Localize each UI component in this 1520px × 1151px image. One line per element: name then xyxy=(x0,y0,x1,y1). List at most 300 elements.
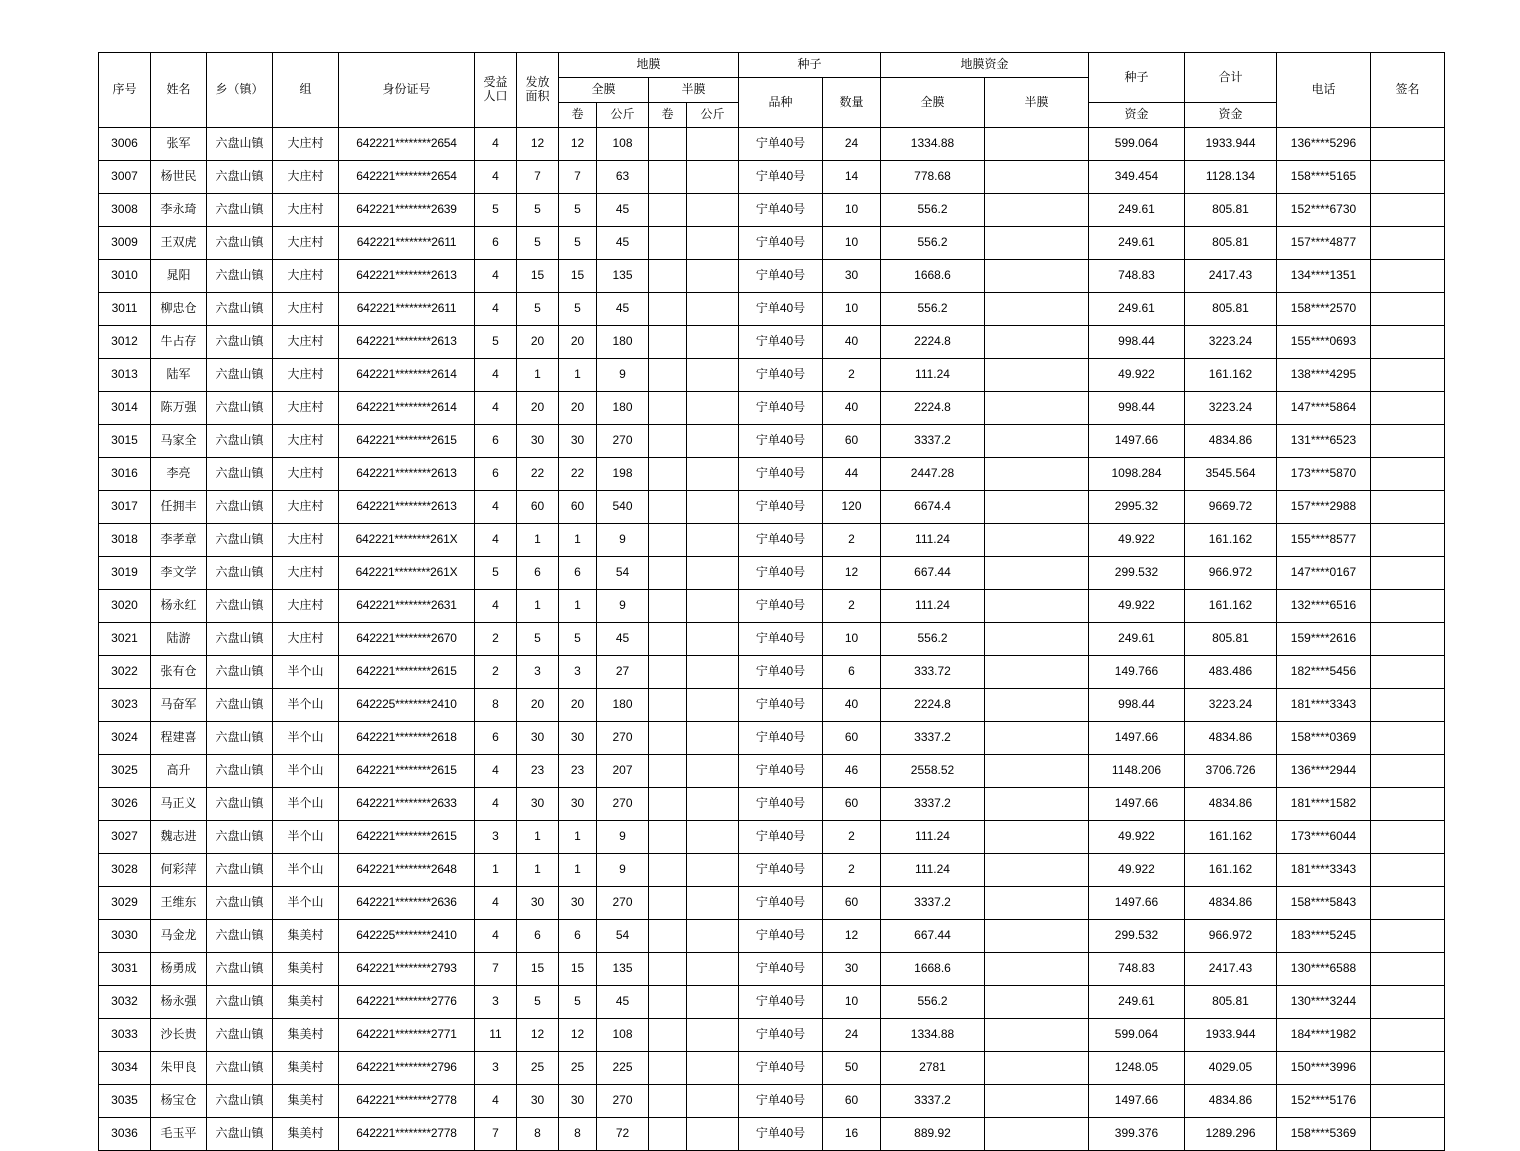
cell-group[interactable]: 集美村 xyxy=(273,953,339,986)
cell-area[interactable]: 20 xyxy=(517,689,559,722)
cell-half-juan[interactable] xyxy=(649,260,687,293)
cell-variety[interactable]: 宁单40号 xyxy=(739,689,823,722)
cell-name[interactable]: 马金龙 xyxy=(151,920,207,953)
cell-half-film-fund[interactable] xyxy=(985,491,1089,524)
cell-full-kg[interactable]: 63 xyxy=(597,161,649,194)
cell-name[interactable]: 马正义 xyxy=(151,788,207,821)
cell-full-juan[interactable]: 7 xyxy=(559,161,597,194)
cell-group[interactable]: 半个山 xyxy=(273,755,339,788)
cell-area[interactable]: 30 xyxy=(517,788,559,821)
cell-population[interactable]: 5 xyxy=(475,194,517,227)
cell-area[interactable]: 30 xyxy=(517,722,559,755)
cell-signature[interactable] xyxy=(1371,194,1445,227)
cell-seed-fund[interactable]: 49.922 xyxy=(1089,821,1185,854)
cell-id-card[interactable]: 642221********2611 xyxy=(339,227,475,260)
cell-quantity[interactable]: 120 xyxy=(823,491,881,524)
cell-half-kg[interactable] xyxy=(687,920,739,953)
cell-full-film-fund[interactable]: 556.2 xyxy=(881,986,985,1019)
cell-seed-fund[interactable]: 399.376 xyxy=(1089,1118,1185,1151)
cell-half-juan[interactable] xyxy=(649,854,687,887)
cell-name[interactable]: 牛占存 xyxy=(151,326,207,359)
cell-phone[interactable]: 173****5870 xyxy=(1277,458,1371,491)
cell-half-film-fund[interactable] xyxy=(985,722,1089,755)
cell-seq[interactable]: 3027 xyxy=(99,821,151,854)
cell-group[interactable]: 大庄村 xyxy=(273,557,339,590)
cell-name[interactable]: 杨勇成 xyxy=(151,953,207,986)
cell-seed-fund[interactable]: 998.44 xyxy=(1089,326,1185,359)
cell-seed-fund[interactable]: 249.61 xyxy=(1089,293,1185,326)
cell-id-card[interactable]: 642221********2613 xyxy=(339,458,475,491)
cell-half-film-fund[interactable] xyxy=(985,326,1089,359)
cell-seed-fund[interactable]: 1148.206 xyxy=(1089,755,1185,788)
cell-full-juan[interactable]: 15 xyxy=(559,953,597,986)
cell-total-fund[interactable]: 2417.43 xyxy=(1185,260,1277,293)
cell-half-kg[interactable] xyxy=(687,656,739,689)
cell-variety[interactable]: 宁单40号 xyxy=(739,920,823,953)
cell-half-kg[interactable] xyxy=(687,326,739,359)
cell-group[interactable]: 大庄村 xyxy=(273,326,339,359)
cell-full-juan[interactable]: 1 xyxy=(559,590,597,623)
cell-id-card[interactable]: 642221********2793 xyxy=(339,953,475,986)
cell-id-card[interactable]: 642221********2614 xyxy=(339,359,475,392)
cell-group[interactable]: 大庄村 xyxy=(273,425,339,458)
cell-seed-fund[interactable]: 748.83 xyxy=(1089,260,1185,293)
cell-full-kg[interactable]: 45 xyxy=(597,293,649,326)
cell-variety[interactable]: 宁单40号 xyxy=(739,425,823,458)
cell-name[interactable]: 晁阳 xyxy=(151,260,207,293)
cell-id-card[interactable]: 642221********2615 xyxy=(339,425,475,458)
cell-full-juan[interactable]: 5 xyxy=(559,227,597,260)
cell-phone[interactable]: 138****4295 xyxy=(1277,359,1371,392)
cell-town[interactable]: 六盘山镇 xyxy=(207,1085,273,1118)
cell-full-juan[interactable]: 22 xyxy=(559,458,597,491)
cell-id-card[interactable]: 642221********2771 xyxy=(339,1019,475,1052)
cell-half-film-fund[interactable] xyxy=(985,887,1089,920)
cell-half-film-fund[interactable] xyxy=(985,1052,1089,1085)
cell-quantity[interactable]: 2 xyxy=(823,524,881,557)
cell-seed-fund[interactable]: 349.454 xyxy=(1089,161,1185,194)
cell-variety[interactable]: 宁单40号 xyxy=(739,986,823,1019)
cell-seq[interactable]: 3008 xyxy=(99,194,151,227)
cell-full-juan[interactable]: 15 xyxy=(559,260,597,293)
cell-seed-fund[interactable]: 149.766 xyxy=(1089,656,1185,689)
cell-seq[interactable]: 3006 xyxy=(99,128,151,161)
cell-name[interactable]: 柳忠仓 xyxy=(151,293,207,326)
cell-id-card[interactable]: 642221********2631 xyxy=(339,590,475,623)
cell-area[interactable]: 12 xyxy=(517,128,559,161)
cell-seq[interactable]: 3035 xyxy=(99,1085,151,1118)
cell-full-kg[interactable]: 207 xyxy=(597,755,649,788)
table-row[interactable] xyxy=(99,722,1445,755)
cell-half-juan[interactable] xyxy=(649,194,687,227)
cell-seq[interactable]: 3011 xyxy=(99,293,151,326)
cell-seq[interactable]: 3023 xyxy=(99,689,151,722)
cell-area[interactable]: 6 xyxy=(517,557,559,590)
table-row[interactable] xyxy=(99,392,1445,425)
cell-phone[interactable]: 158****0369 xyxy=(1277,722,1371,755)
cell-half-film-fund[interactable] xyxy=(985,623,1089,656)
table-row[interactable] xyxy=(99,491,1445,524)
cell-full-film-fund[interactable]: 3337.2 xyxy=(881,425,985,458)
cell-half-kg[interactable] xyxy=(687,260,739,293)
cell-town[interactable]: 六盘山镇 xyxy=(207,722,273,755)
cell-half-film-fund[interactable] xyxy=(985,755,1089,788)
table-row[interactable] xyxy=(99,623,1445,656)
cell-total-fund[interactable]: 9669.72 xyxy=(1185,491,1277,524)
cell-name[interactable]: 杨世民 xyxy=(151,161,207,194)
cell-seed-fund[interactable]: 1497.66 xyxy=(1089,425,1185,458)
cell-half-kg[interactable] xyxy=(687,293,739,326)
cell-quantity[interactable]: 60 xyxy=(823,425,881,458)
cell-variety[interactable]: 宁单40号 xyxy=(739,260,823,293)
cell-full-film-fund[interactable]: 778.68 xyxy=(881,161,985,194)
cell-seed-fund[interactable]: 49.922 xyxy=(1089,590,1185,623)
cell-area[interactable]: 1 xyxy=(517,359,559,392)
cell-area[interactable]: 23 xyxy=(517,755,559,788)
cell-full-kg[interactable]: 45 xyxy=(597,623,649,656)
cell-half-juan[interactable] xyxy=(649,623,687,656)
table-row[interactable] xyxy=(99,821,1445,854)
cell-area[interactable]: 30 xyxy=(517,1085,559,1118)
cell-half-film-fund[interactable] xyxy=(985,1019,1089,1052)
cell-total-fund[interactable]: 3223.24 xyxy=(1185,689,1277,722)
cell-quantity[interactable]: 10 xyxy=(823,623,881,656)
cell-quantity[interactable]: 60 xyxy=(823,887,881,920)
cell-full-kg[interactable]: 27 xyxy=(597,656,649,689)
table-row[interactable] xyxy=(99,557,1445,590)
cell-variety[interactable]: 宁单40号 xyxy=(739,656,823,689)
cell-name[interactable]: 王双虎 xyxy=(151,227,207,260)
cell-population[interactable]: 4 xyxy=(475,293,517,326)
cell-half-kg[interactable] xyxy=(687,1052,739,1085)
cell-half-film-fund[interactable] xyxy=(985,260,1089,293)
cell-seq[interactable]: 3031 xyxy=(99,953,151,986)
cell-seq[interactable]: 3025 xyxy=(99,755,151,788)
cell-half-kg[interactable] xyxy=(687,557,739,590)
cell-full-film-fund[interactable]: 2781 xyxy=(881,1052,985,1085)
cell-full-juan[interactable]: 12 xyxy=(559,1019,597,1052)
cell-total-fund[interactable]: 4834.86 xyxy=(1185,887,1277,920)
cell-quantity[interactable]: 50 xyxy=(823,1052,881,1085)
cell-phone[interactable]: 184****1982 xyxy=(1277,1019,1371,1052)
cell-total-fund[interactable]: 1289.296 xyxy=(1185,1118,1277,1151)
cell-variety[interactable]: 宁单40号 xyxy=(739,161,823,194)
cell-variety[interactable]: 宁单40号 xyxy=(739,623,823,656)
cell-half-kg[interactable] xyxy=(687,194,739,227)
cell-area[interactable]: 5 xyxy=(517,623,559,656)
cell-seq[interactable]: 3024 xyxy=(99,722,151,755)
cell-id-card[interactable]: 642221********2613 xyxy=(339,326,475,359)
cell-total-fund[interactable]: 966.972 xyxy=(1185,557,1277,590)
cell-phone[interactable]: 158****2570 xyxy=(1277,293,1371,326)
cell-id-card[interactable]: 642221********2778 xyxy=(339,1085,475,1118)
cell-full-kg[interactable]: 198 xyxy=(597,458,649,491)
cell-half-film-fund[interactable] xyxy=(985,689,1089,722)
cell-town[interactable]: 六盘山镇 xyxy=(207,656,273,689)
table-row[interactable] xyxy=(99,920,1445,953)
cell-quantity[interactable]: 44 xyxy=(823,458,881,491)
cell-area[interactable]: 30 xyxy=(517,887,559,920)
cell-full-film-fund[interactable]: 3337.2 xyxy=(881,887,985,920)
cell-seq[interactable]: 3021 xyxy=(99,623,151,656)
cell-seed-fund[interactable]: 249.61 xyxy=(1089,194,1185,227)
cell-group[interactable]: 集美村 xyxy=(273,1052,339,1085)
cell-name[interactable]: 李孝章 xyxy=(151,524,207,557)
cell-seed-fund[interactable]: 998.44 xyxy=(1089,392,1185,425)
cell-half-juan[interactable] xyxy=(649,425,687,458)
cell-signature[interactable] xyxy=(1371,557,1445,590)
cell-seq[interactable]: 3026 xyxy=(99,788,151,821)
cell-group[interactable]: 半个山 xyxy=(273,788,339,821)
cell-signature[interactable] xyxy=(1371,1085,1445,1118)
cell-group[interactable]: 大庄村 xyxy=(273,194,339,227)
cell-full-juan[interactable]: 1 xyxy=(559,359,597,392)
cell-town[interactable]: 六盘山镇 xyxy=(207,161,273,194)
cell-full-kg[interactable]: 270 xyxy=(597,425,649,458)
cell-group[interactable]: 大庄村 xyxy=(273,359,339,392)
cell-town[interactable]: 六盘山镇 xyxy=(207,953,273,986)
cell-total-fund[interactable]: 805.81 xyxy=(1185,293,1277,326)
cell-total-fund[interactable]: 1128.134 xyxy=(1185,161,1277,194)
table-row[interactable] xyxy=(99,326,1445,359)
cell-seq[interactable]: 3010 xyxy=(99,260,151,293)
cell-half-juan[interactable] xyxy=(649,128,687,161)
cell-seq[interactable]: 3029 xyxy=(99,887,151,920)
cell-group[interactable]: 半个山 xyxy=(273,656,339,689)
cell-half-juan[interactable] xyxy=(649,656,687,689)
cell-variety[interactable]: 宁单40号 xyxy=(739,953,823,986)
cell-seq[interactable]: 3017 xyxy=(99,491,151,524)
cell-full-film-fund[interactable]: 667.44 xyxy=(881,557,985,590)
cell-half-juan[interactable] xyxy=(649,986,687,1019)
cell-half-film-fund[interactable] xyxy=(985,227,1089,260)
cell-signature[interactable] xyxy=(1371,821,1445,854)
cell-full-kg[interactable]: 180 xyxy=(597,326,649,359)
cell-half-kg[interactable] xyxy=(687,854,739,887)
cell-half-juan[interactable] xyxy=(649,1019,687,1052)
cell-full-kg[interactable]: 180 xyxy=(597,689,649,722)
cell-name[interactable]: 张有仓 xyxy=(151,656,207,689)
table-row[interactable] xyxy=(99,425,1445,458)
cell-full-film-fund[interactable]: 1668.6 xyxy=(881,953,985,986)
cell-name[interactable]: 马家全 xyxy=(151,425,207,458)
cell-half-film-fund[interactable] xyxy=(985,161,1089,194)
cell-area[interactable]: 7 xyxy=(517,161,559,194)
cell-half-kg[interactable] xyxy=(687,1085,739,1118)
cell-total-fund[interactable]: 3545.564 xyxy=(1185,458,1277,491)
cell-full-film-fund[interactable]: 3337.2 xyxy=(881,1085,985,1118)
cell-phone[interactable]: 158****5369 xyxy=(1277,1118,1371,1151)
cell-seed-fund[interactable]: 49.922 xyxy=(1089,524,1185,557)
cell-town[interactable]: 六盘山镇 xyxy=(207,359,273,392)
cell-full-juan[interactable]: 20 xyxy=(559,326,597,359)
cell-half-kg[interactable] xyxy=(687,128,739,161)
cell-area[interactable]: 1 xyxy=(517,821,559,854)
cell-name[interactable]: 李文学 xyxy=(151,557,207,590)
cell-id-card[interactable]: 642221********2636 xyxy=(339,887,475,920)
cell-phone[interactable]: 136****2944 xyxy=(1277,755,1371,788)
cell-town[interactable]: 六盘山镇 xyxy=(207,755,273,788)
cell-seq[interactable]: 3028 xyxy=(99,854,151,887)
table-row[interactable] xyxy=(99,524,1445,557)
cell-area[interactable]: 25 xyxy=(517,1052,559,1085)
cell-population[interactable]: 7 xyxy=(475,953,517,986)
cell-full-film-fund[interactable]: 2224.8 xyxy=(881,689,985,722)
cell-full-film-fund[interactable]: 1668.6 xyxy=(881,260,985,293)
cell-total-fund[interactable]: 161.162 xyxy=(1185,821,1277,854)
cell-seq[interactable]: 3032 xyxy=(99,986,151,1019)
cell-full-film-fund[interactable]: 2447.28 xyxy=(881,458,985,491)
cell-area[interactable]: 1 xyxy=(517,590,559,623)
cell-half-film-fund[interactable] xyxy=(985,854,1089,887)
cell-phone[interactable]: 147****5864 xyxy=(1277,392,1371,425)
cell-seed-fund[interactable]: 1248.05 xyxy=(1089,1052,1185,1085)
cell-id-card[interactable]: 642221********2611 xyxy=(339,293,475,326)
cell-half-kg[interactable] xyxy=(687,986,739,1019)
cell-full-kg[interactable]: 540 xyxy=(597,491,649,524)
cell-area[interactable]: 1 xyxy=(517,854,559,887)
cell-population[interactable]: 4 xyxy=(475,920,517,953)
cell-group[interactable]: 大庄村 xyxy=(273,590,339,623)
cell-half-kg[interactable] xyxy=(687,953,739,986)
cell-seq[interactable]: 3015 xyxy=(99,425,151,458)
cell-full-film-fund[interactable]: 111.24 xyxy=(881,590,985,623)
cell-quantity[interactable]: 40 xyxy=(823,689,881,722)
cell-signature[interactable] xyxy=(1371,425,1445,458)
cell-phone[interactable]: 131****6523 xyxy=(1277,425,1371,458)
cell-area[interactable]: 15 xyxy=(517,953,559,986)
cell-signature[interactable] xyxy=(1371,260,1445,293)
cell-town[interactable]: 六盘山镇 xyxy=(207,557,273,590)
cell-quantity[interactable]: 2 xyxy=(823,590,881,623)
cell-seq[interactable]: 3022 xyxy=(99,656,151,689)
cell-full-kg[interactable]: 9 xyxy=(597,821,649,854)
cell-quantity[interactable]: 24 xyxy=(823,128,881,161)
cell-town[interactable]: 六盘山镇 xyxy=(207,458,273,491)
cell-population[interactable]: 6 xyxy=(475,425,517,458)
cell-half-film-fund[interactable] xyxy=(985,1085,1089,1118)
cell-name[interactable]: 任拥丰 xyxy=(151,491,207,524)
table-row[interactable] xyxy=(99,953,1445,986)
cell-signature[interactable] xyxy=(1371,623,1445,656)
cell-population[interactable]: 11 xyxy=(475,1019,517,1052)
cell-town[interactable]: 六盘山镇 xyxy=(207,821,273,854)
cell-half-kg[interactable] xyxy=(687,1118,739,1151)
cell-phone[interactable]: 136****5296 xyxy=(1277,128,1371,161)
cell-area[interactable]: 3 xyxy=(517,656,559,689)
cell-half-film-fund[interactable] xyxy=(985,590,1089,623)
cell-group[interactable]: 半个山 xyxy=(273,689,339,722)
cell-signature[interactable] xyxy=(1371,1118,1445,1151)
cell-group[interactable]: 集美村 xyxy=(273,986,339,1019)
cell-population[interactable]: 6 xyxy=(475,227,517,260)
cell-full-juan[interactable]: 5 xyxy=(559,194,597,227)
cell-phone[interactable]: 155****0693 xyxy=(1277,326,1371,359)
cell-seed-fund[interactable]: 49.922 xyxy=(1089,854,1185,887)
cell-full-kg[interactable]: 135 xyxy=(597,953,649,986)
cell-full-film-fund[interactable]: 6674.4 xyxy=(881,491,985,524)
cell-half-juan[interactable] xyxy=(649,821,687,854)
cell-town[interactable]: 六盘山镇 xyxy=(207,227,273,260)
cell-quantity[interactable]: 2 xyxy=(823,359,881,392)
cell-variety[interactable]: 宁单40号 xyxy=(739,491,823,524)
cell-total-fund[interactable]: 3223.24 xyxy=(1185,326,1277,359)
cell-name[interactable]: 陆军 xyxy=(151,359,207,392)
cell-population[interactable]: 4 xyxy=(475,887,517,920)
cell-population[interactable]: 4 xyxy=(475,755,517,788)
cell-id-card[interactable]: 642225********2410 xyxy=(339,920,475,953)
cell-half-film-fund[interactable] xyxy=(985,986,1089,1019)
cell-population[interactable]: 2 xyxy=(475,656,517,689)
cell-full-film-fund[interactable]: 2224.8 xyxy=(881,392,985,425)
cell-town[interactable]: 六盘山镇 xyxy=(207,623,273,656)
cell-full-juan[interactable]: 12 xyxy=(559,128,597,161)
cell-half-kg[interactable] xyxy=(687,392,739,425)
cell-quantity[interactable]: 60 xyxy=(823,722,881,755)
cell-phone[interactable]: 173****6044 xyxy=(1277,821,1371,854)
cell-town[interactable]: 六盘山镇 xyxy=(207,260,273,293)
cell-half-juan[interactable] xyxy=(649,227,687,260)
cell-quantity[interactable]: 30 xyxy=(823,953,881,986)
cell-id-card[interactable]: 642221********2796 xyxy=(339,1052,475,1085)
cell-variety[interactable]: 宁单40号 xyxy=(739,788,823,821)
cell-full-kg[interactable]: 9 xyxy=(597,524,649,557)
cell-id-card[interactable]: 642221********2778 xyxy=(339,1118,475,1151)
cell-name[interactable]: 高升 xyxy=(151,755,207,788)
cell-area[interactable]: 20 xyxy=(517,392,559,425)
cell-full-kg[interactable]: 225 xyxy=(597,1052,649,1085)
cell-population[interactable]: 4 xyxy=(475,524,517,557)
cell-full-juan[interactable]: 23 xyxy=(559,755,597,788)
cell-full-juan[interactable]: 30 xyxy=(559,788,597,821)
cell-signature[interactable] xyxy=(1371,359,1445,392)
cell-town[interactable]: 六盘山镇 xyxy=(207,326,273,359)
cell-id-card[interactable]: 642221********2654 xyxy=(339,128,475,161)
cell-name[interactable]: 何彩萍 xyxy=(151,854,207,887)
cell-signature[interactable] xyxy=(1371,887,1445,920)
cell-phone[interactable]: 182****5456 xyxy=(1277,656,1371,689)
cell-town[interactable]: 六盘山镇 xyxy=(207,392,273,425)
cell-variety[interactable]: 宁单40号 xyxy=(739,821,823,854)
cell-full-juan[interactable]: 30 xyxy=(559,722,597,755)
cell-half-film-fund[interactable] xyxy=(985,128,1089,161)
cell-half-juan[interactable] xyxy=(649,887,687,920)
cell-half-juan[interactable] xyxy=(649,1085,687,1118)
cell-half-film-fund[interactable] xyxy=(985,953,1089,986)
cell-signature[interactable] xyxy=(1371,161,1445,194)
cell-seed-fund[interactable]: 1497.66 xyxy=(1089,722,1185,755)
cell-seq[interactable]: 3013 xyxy=(99,359,151,392)
cell-population[interactable]: 6 xyxy=(475,722,517,755)
cell-variety[interactable]: 宁单40号 xyxy=(739,755,823,788)
cell-phone[interactable]: 147****0167 xyxy=(1277,557,1371,590)
cell-phone[interactable]: 181****3343 xyxy=(1277,689,1371,722)
cell-full-kg[interactable]: 108 xyxy=(597,1019,649,1052)
cell-town[interactable]: 六盘山镇 xyxy=(207,1052,273,1085)
cell-population[interactable]: 4 xyxy=(475,590,517,623)
cell-quantity[interactable]: 60 xyxy=(823,788,881,821)
cell-group[interactable]: 集美村 xyxy=(273,1118,339,1151)
cell-full-film-fund[interactable]: 333.72 xyxy=(881,656,985,689)
cell-half-film-fund[interactable] xyxy=(985,524,1089,557)
cell-full-film-fund[interactable]: 556.2 xyxy=(881,194,985,227)
cell-half-kg[interactable] xyxy=(687,887,739,920)
cell-area[interactable]: 6 xyxy=(517,920,559,953)
cell-full-juan[interactable]: 25 xyxy=(559,1052,597,1085)
cell-total-fund[interactable]: 4834.86 xyxy=(1185,425,1277,458)
cell-full-juan[interactable]: 20 xyxy=(559,392,597,425)
cell-phone[interactable]: 181****3343 xyxy=(1277,854,1371,887)
